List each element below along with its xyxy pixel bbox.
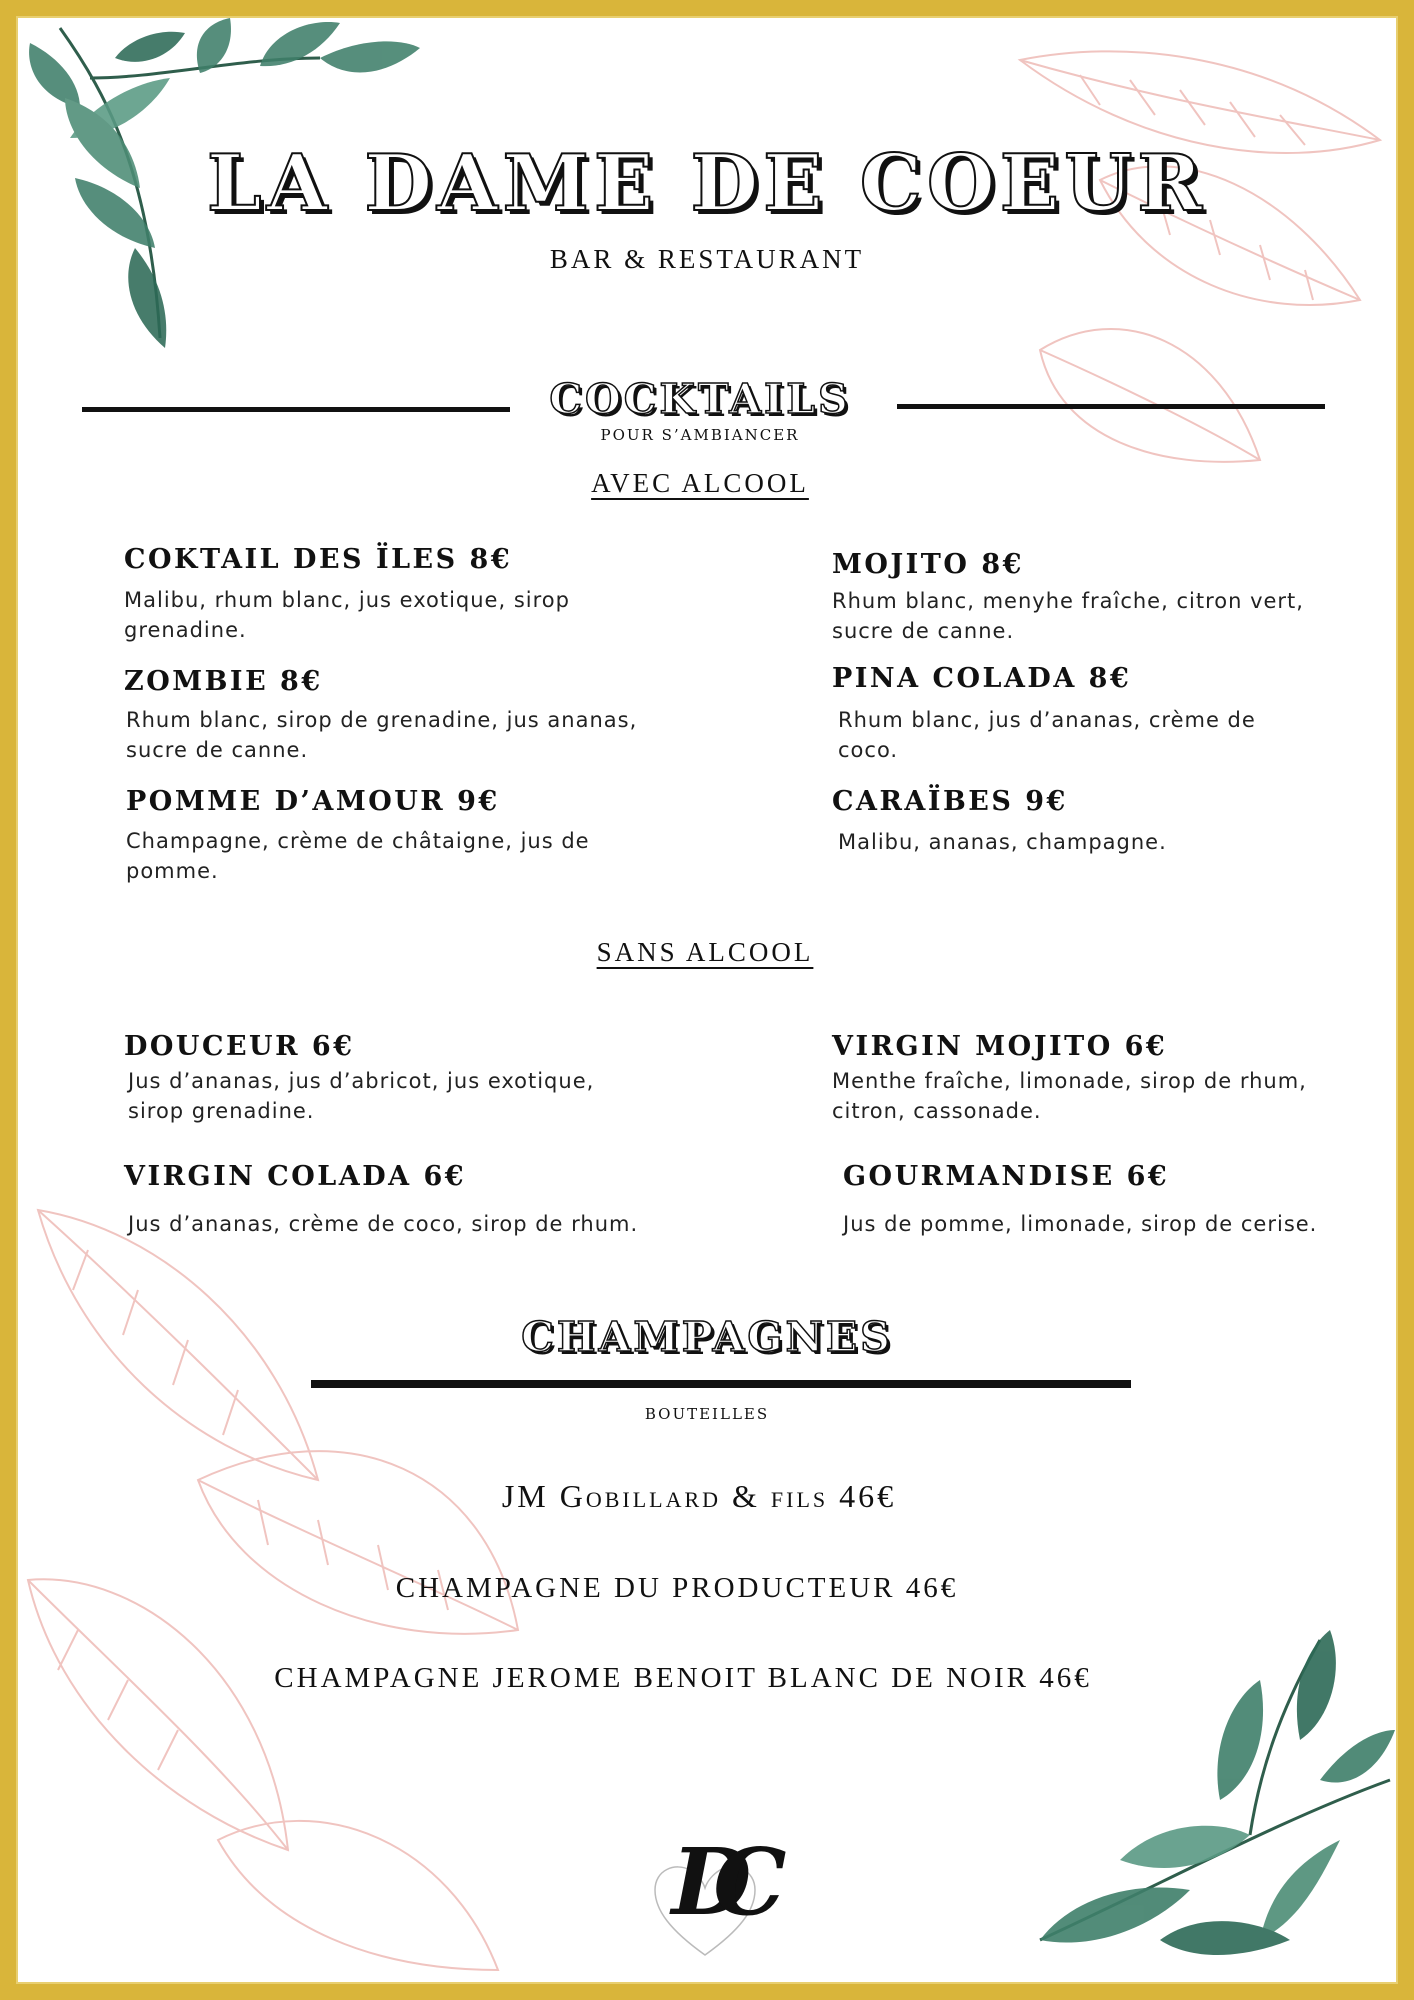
menu-item-desc: Jus d’ananas, jus d’abricot, jus exotique, sirop grenadine. bbox=[128, 1069, 595, 1123]
menu-item-desc: Jus de pomme, limonade, sirop de cerise. bbox=[843, 1212, 1318, 1236]
monogram-letters: DC bbox=[671, 1828, 749, 1936]
menu-item-name: PINA COLADA 8€ bbox=[832, 663, 1132, 694]
champagnes-rule bbox=[311, 1380, 1131, 1388]
menu-item-name: COKTAIL DES ÏLES 8€ bbox=[124, 544, 513, 575]
restaurant-title: LA DAME DE COEUR bbox=[206, 138, 1208, 229]
menu-item-desc: Champagne, crème de châtaigne, jus de pomme. bbox=[126, 829, 590, 883]
menu-item-name: DOUCEUR 6€ bbox=[124, 1031, 355, 1062]
menu-item-name: ZOMBIE 8€ bbox=[124, 666, 323, 697]
sans-alcool-heading: SANS ALCOOL bbox=[596, 937, 814, 967]
menu-item-name: MOJITO 8€ bbox=[832, 549, 1024, 580]
menu-item-name: GOURMANDISE 6€ bbox=[843, 1161, 1170, 1192]
champagnes-title: CHAMPAGNES bbox=[521, 1313, 893, 1361]
menu-item-desc: Rhum blanc, jus d’ananas, crème de coco. bbox=[838, 708, 1256, 762]
champagne-item: CHAMPAGNE JEROME BENOIT BLANC DE NOIR 46€ bbox=[274, 1662, 1092, 1694]
cocktails-rule-right bbox=[897, 404, 1325, 409]
menu-item-name: POMME D’AMOUR 9€ bbox=[126, 786, 500, 817]
monogram-logo bbox=[630, 1820, 790, 1970]
cocktails-title: COCKTAILS bbox=[549, 375, 851, 423]
menu-item-desc: Malibu, ananas, champagne. bbox=[838, 830, 1167, 854]
avec-alcool-heading: AVEC ALCOOL bbox=[591, 468, 809, 498]
menu-item-desc: Rhum blanc, menyhe fraîche, citron vert, sucre de canne. bbox=[832, 589, 1304, 643]
champagne-item: JM Gobillard & fils 46€ bbox=[501, 1478, 897, 1514]
champagne-item: CHAMPAGNE DU PRODUCTEUR 46€ bbox=[395, 1572, 959, 1604]
menu-item-desc: Rhum blanc, sirop de grenadine, jus ananas, sucre de canne. bbox=[126, 708, 638, 762]
cocktails-rule-left bbox=[82, 407, 510, 412]
menu-item-name: CARAÏBES 9€ bbox=[832, 786, 1068, 817]
menu-item-desc: Jus d’ananas, crème de coco, sirop de rhum. bbox=[128, 1212, 639, 1236]
menu-item-desc: Menthe fraîche, limonade, sirop de rhum, citron, cassonade. bbox=[832, 1069, 1307, 1123]
restaurant-subtitle: BAR & RESTAURANT bbox=[549, 244, 865, 274]
menu-item-desc: Malibu, rhum blanc, jus exotique, sirop grenadine. bbox=[124, 588, 570, 642]
menu-item-name: VIRGIN COLADA 6€ bbox=[124, 1161, 467, 1192]
cocktails-tagline: POUR S’AMBIANCER bbox=[600, 426, 800, 444]
menu-item-name: VIRGIN MOJITO 6€ bbox=[832, 1031, 1168, 1062]
champagnes-label: BOUTEILLES bbox=[644, 1405, 770, 1423]
